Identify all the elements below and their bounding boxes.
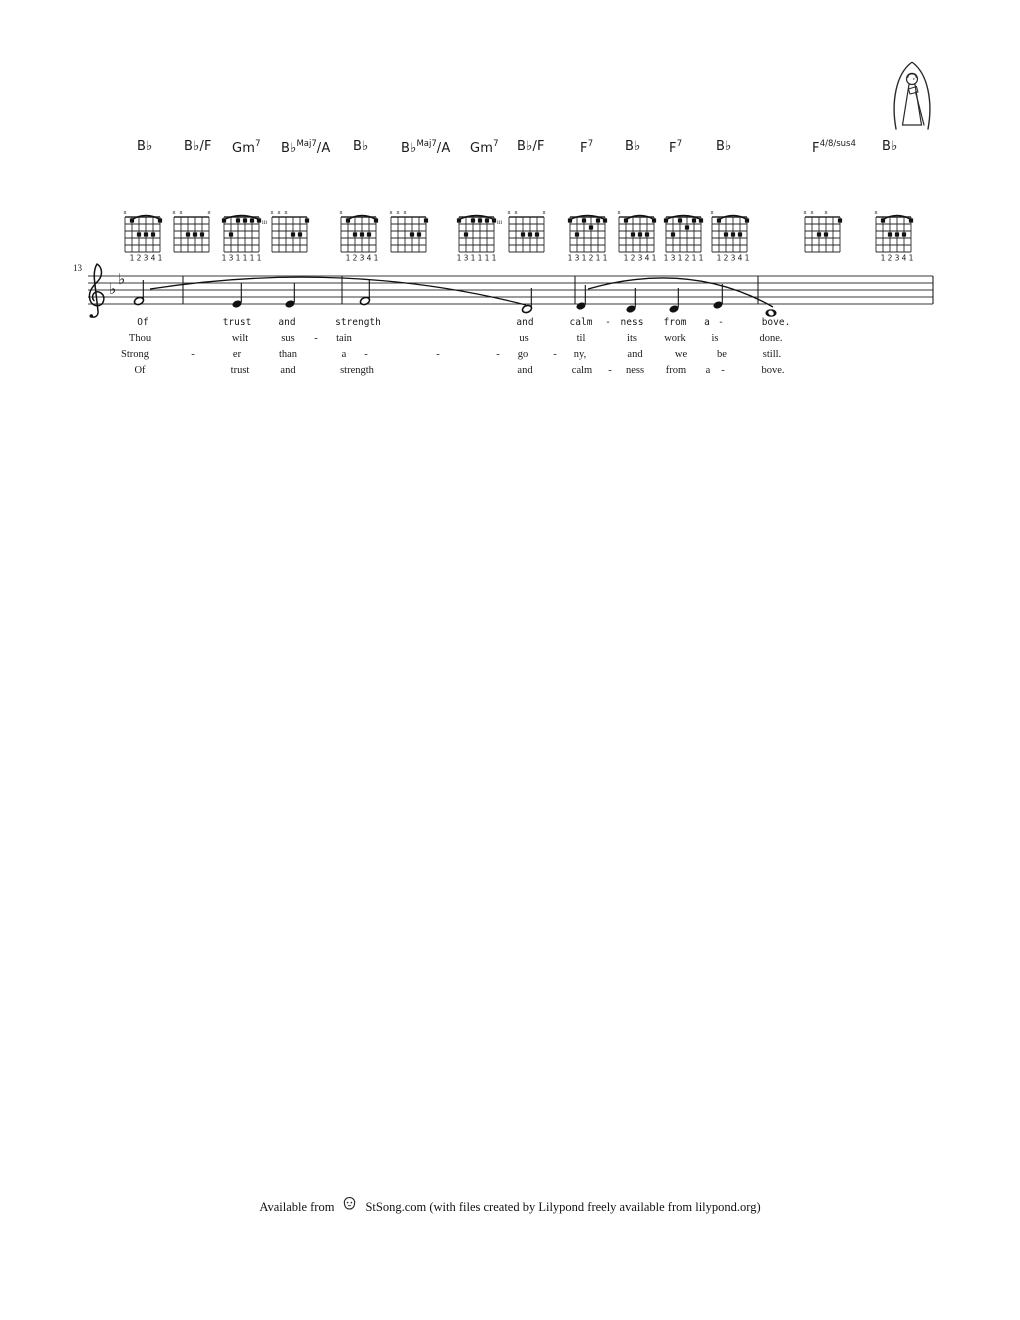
lyric-word: calm [569,317,593,328]
fingering-digit: 1 [663,253,669,263]
treble-clef-icon [89,264,103,317]
finger-dot [631,232,635,236]
muted-string-mark: x [270,210,274,216]
lyric-word: - [436,349,440,360]
fingering-digit: 1 [691,253,697,263]
fingering-digit: 2 [136,253,142,263]
finger-dot [144,232,148,236]
lyric-word: Strong [120,349,150,360]
lyric-word: strength [340,365,374,376]
muted-string-mark: x [396,210,400,216]
fingering-digit: 4 [366,253,372,263]
fingering-digit: 1 [484,253,490,263]
lyric-word: bove. [761,365,785,376]
finger-dot [250,218,254,222]
fingering-digit: 1 [242,253,248,263]
half-note [359,280,370,306]
lyric-word: - [718,317,724,328]
lyric-word: and [278,317,296,328]
chord-name: $F^{4/8/sus4}$ [812,139,856,156]
lyric-word: be [717,349,727,360]
quarter-note [284,283,295,309]
chord-diagram [389,210,428,252]
finger-dot [575,232,579,236]
finger-dot [824,232,828,236]
fingering-digit: 3 [574,253,580,263]
footer [0,1196,1020,1219]
lyric-word: still. [762,349,782,360]
lyric-word: - [364,349,368,360]
chord-diagram [507,210,546,252]
flat-sign: ♭ [118,270,126,288]
fingering-digit: 1 [345,253,351,263]
lyric-word: Thou [128,333,152,344]
chord-name: $F^7$ [669,139,683,156]
finger-dot [229,232,233,236]
chord-name: $F^7$ [580,139,594,156]
muted-string-mark: x [507,210,511,216]
lyric-word: sus [281,333,295,344]
fingering-digit: 1 [373,253,379,263]
lyric-word: and [280,365,296,376]
lyric-word: done. [759,333,783,344]
position-label: iii [262,220,268,226]
chord-name: B♭$^{Maj7}$/A [281,139,331,156]
muted-string-mark: x [207,210,211,216]
finger-dot [902,232,906,236]
footer-suffix: StSong.com (with files created by Lilypond freely available from lilypond.org) [365,1200,761,1214]
quarter-note [668,288,679,314]
fingering-digit: 1 [256,253,262,263]
fingering-digit: 3 [143,253,149,263]
slur [588,278,773,307]
lyric-word: go [517,349,529,360]
fingering-digit: 3 [228,253,234,263]
finger-dot [305,218,309,222]
lyric-word: til [576,333,586,344]
chord-name: B♭ [882,139,898,154]
muted-string-mark: x [710,210,714,216]
fingering-digit: 2 [723,253,729,263]
finger-dot [638,232,642,236]
finger-dot [485,218,489,222]
finger-dot [464,232,468,236]
fingering-digit: 1 [651,253,657,263]
muted-string-mark: x [514,210,518,216]
fingering-digit: 2 [630,253,636,263]
lyric-word: from [663,317,687,328]
lyric-word: - [314,333,318,344]
chord-name: B♭ [625,139,641,154]
finger-dot [243,218,247,222]
finger-dot [291,232,295,236]
lyric-word: from [665,365,687,376]
fingering-digit: 4 [901,253,907,263]
fingering-digit: 1 [249,253,255,263]
finger-dot [471,218,475,222]
chord-diagram [803,210,842,252]
lyric-word: Of [137,317,149,328]
fingering-digit: 3 [463,253,469,263]
muted-string-mark: x [810,210,814,216]
fingering-digit: 1 [581,253,587,263]
fingering-digit: 1 [602,253,608,263]
lyric-word: Of [134,365,146,376]
muted-string-mark: x [284,210,288,216]
fingering-digit: 3 [894,253,900,263]
fingering-digit: 1 [623,253,629,263]
lyric-word: a [341,349,347,360]
staff-system [60,250,960,335]
finger-dot [888,232,892,236]
angel-icon [888,56,936,134]
finger-dot [236,218,240,222]
finger-dot [838,218,842,222]
fingering-digit: 1 [716,253,722,263]
chord-name: Gm$^7$ [232,139,261,156]
lyric-word: and [517,365,533,376]
muted-string-mark: x [389,210,393,216]
finger-dot [817,232,821,236]
lyric-word: tain [336,333,352,344]
lyric-word: calm [571,365,593,376]
quarter-note [625,288,636,314]
lyric-word: than [278,349,298,360]
lyric-word: we [674,349,688,360]
fingering-digit: 1 [677,253,683,263]
flat-sign: ♭ [109,280,117,298]
finger-dot [478,218,482,222]
finger-dot [596,218,600,222]
fingering-digit: 1 [744,253,750,263]
finger-dot [417,232,421,236]
fingering-digit: 1 [470,253,476,263]
finger-dot [424,218,428,222]
finger-dot [193,232,197,236]
fingering-digit: 1 [235,253,241,263]
finger-dot [685,225,689,229]
fingering-digit: 1 [221,253,227,263]
chord-name: B♭/F [184,139,212,154]
fingering-digit: 3 [637,253,643,263]
lyric-word: - [608,365,612,376]
muted-string-mark: x [339,210,343,216]
finger-dot [200,232,204,236]
lyric-word: trust [230,365,250,376]
finger-dot [738,232,742,236]
half-note [133,280,144,306]
finger-dot [535,232,539,236]
lyric-word: a [705,365,711,376]
fingering-digit: 1 [567,253,573,263]
fingering-digit: 1 [477,253,483,263]
muted-string-mark: x [803,210,807,216]
lyric-word: ness [620,317,644,328]
finger-dot [151,232,155,236]
quarter-note [575,285,586,311]
fingering-digit: 2 [352,253,358,263]
half-note [521,288,532,314]
lyric-word: - [553,349,557,360]
fingering-digit: 4 [150,253,156,263]
finger-dot [186,232,190,236]
footer-prefix: Available from [259,1200,335,1214]
lyric-word: bove. [761,317,791,328]
chord-diagram [172,210,211,252]
muted-string-mark: x [824,210,828,216]
finger-dot [298,232,302,236]
finger-dot [589,225,593,229]
finger-dot [895,232,899,236]
finger-dot [521,232,525,236]
muted-string-mark: x [617,210,621,216]
lyric-word: is [711,333,719,344]
fingering-digit: 2 [684,253,690,263]
lyric-word: - [496,349,500,360]
lyric-word: - [721,365,725,376]
chord-name: B♭ [716,139,732,154]
finger-dot [137,232,141,236]
finger-dot [724,232,728,236]
position-label: iii [497,220,503,226]
whole-note [765,309,776,317]
quarter-note [231,283,242,309]
muted-string-mark: x [179,210,183,216]
finger-dot [678,218,682,222]
finger-dot [671,232,675,236]
muted-string-mark: x [403,210,407,216]
fingering-digit: 3 [730,253,736,263]
finger-dot [410,232,414,236]
fingering-digit: 4 [737,253,743,263]
fingering-digit: 1 [491,253,497,263]
fingering-digit: 3 [359,253,365,263]
chord-name: B♭/F [517,139,545,154]
lyric-word: - [605,317,611,328]
finger-dot [582,218,586,222]
fingering-digit: 3 [670,253,676,263]
muted-string-mark: x [874,210,878,216]
finger-dot [353,232,357,236]
fingering-digit: 1 [157,253,163,263]
lyric-word: and [516,317,534,328]
chord-name: B♭$^{Maj7}$/A [401,139,451,156]
fingering-digit: 2 [887,253,893,263]
lyric-word: its [627,333,637,344]
muted-string-mark: x [172,210,176,216]
treble-clef-ball [90,314,94,318]
muted-string-mark: x [542,210,546,216]
lyric-word: strength [335,317,381,328]
lyric-word: ness [625,365,645,376]
measure-number: 13 [73,263,82,273]
slur [150,277,526,305]
muted-string-mark: x [277,210,281,216]
fingering-digit: 1 [908,253,914,263]
lyric-word: wilt [231,333,249,344]
chord-name: B♭ [353,139,369,154]
chord-name: B♭ [137,139,153,154]
lyric-word: us [519,333,529,344]
lyric-word: - [191,349,195,360]
fingering-digit: 1 [595,253,601,263]
lyric-word: trust [222,317,252,328]
fingering-digit: 1 [698,253,704,263]
finger-dot [367,232,371,236]
finger-dot [360,232,364,236]
fingering-digit: 1 [129,253,135,263]
lyric-word: work [664,333,686,344]
lyric-word: er [232,349,242,360]
fingering-digit: 1 [456,253,462,263]
lyric-word: and [627,349,643,360]
finger-dot [528,232,532,236]
finger-dot [645,232,649,236]
fingering-digit: 1 [880,253,886,263]
chord-diagram [270,210,309,252]
stsong-face-icon [341,1196,358,1213]
finger-dot [731,232,735,236]
fingering-digit: 2 [588,253,594,263]
lyric-word: a [704,317,710,328]
finger-dot [692,218,696,222]
fingering-digit: 4 [644,253,650,263]
chord-name: Gm$^7$ [470,139,499,156]
lyric-word: ny, [573,349,587,360]
muted-string-mark: x [123,210,127,216]
